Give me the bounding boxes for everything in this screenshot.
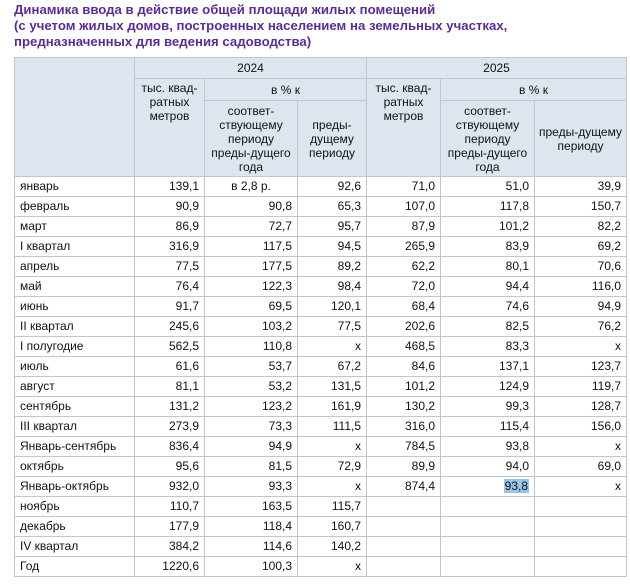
cell-c2: 94,9 bbox=[205, 437, 298, 457]
header-sq-meters-2024: тыс. квад-ратных метров bbox=[135, 79, 205, 177]
cell-c2: 93,3 bbox=[205, 477, 298, 497]
cell-c1: 384,2 bbox=[135, 537, 205, 557]
table-row bbox=[15, 437, 627, 457]
cell-c2: 122,3 bbox=[205, 277, 298, 297]
cell-c1: 110,7 bbox=[135, 497, 205, 517]
cell-c1: 1220,6 bbox=[135, 557, 205, 577]
cell-c3: 65,3 bbox=[298, 197, 367, 217]
cell-c6: х bbox=[535, 477, 627, 497]
cell-c4: 71,0 bbox=[367, 177, 441, 197]
row-label: ноябрь bbox=[15, 497, 135, 517]
cell-c6: х bbox=[535, 337, 627, 357]
cell-c2: 110,8 bbox=[205, 337, 298, 357]
cell-c4: 84,6 bbox=[367, 357, 441, 377]
cell-c2: 103,2 bbox=[205, 317, 298, 337]
cell-c4: 68,4 bbox=[367, 297, 441, 317]
cell-c6: 128,7 bbox=[535, 397, 627, 417]
cell-c5: 137,1 bbox=[441, 357, 535, 377]
cell-c1: 316,9 bbox=[135, 237, 205, 257]
table-row bbox=[15, 297, 627, 317]
cell-c5: 82,5 bbox=[441, 317, 535, 337]
cell-c1: 91,7 bbox=[135, 297, 205, 317]
cell-c2: 123,2 bbox=[205, 397, 298, 417]
cell-c2: 117,5 bbox=[205, 237, 298, 257]
header-prev-period-2025: преды-дущему периоду bbox=[535, 101, 627, 177]
table-row bbox=[15, 277, 627, 297]
table-row bbox=[15, 337, 627, 357]
cell-c6: 39,9 bbox=[535, 177, 627, 197]
cell-c1: 932,0 bbox=[135, 477, 205, 497]
cell-c4: 87,9 bbox=[367, 217, 441, 237]
header-year-2025: 2025 bbox=[367, 58, 627, 79]
cell-c1: 86,9 bbox=[135, 217, 205, 237]
cell-c4: 62,2 bbox=[367, 257, 441, 277]
cell-c6: 70,6 bbox=[535, 257, 627, 277]
cell-c1: 836,4 bbox=[135, 437, 205, 457]
cell-c6 bbox=[535, 557, 627, 577]
cell-c4 bbox=[367, 517, 441, 537]
table-row bbox=[15, 457, 627, 477]
title-line-3: предназначенных для ведения садоводства) bbox=[14, 34, 312, 49]
cell-c4: 784,5 bbox=[367, 437, 441, 457]
cell-c3: 111,5 bbox=[298, 417, 367, 437]
cell-c4: 468,5 bbox=[367, 337, 441, 357]
table-row bbox=[15, 417, 627, 437]
table-row bbox=[15, 517, 627, 537]
cell-c2: 163,5 bbox=[205, 497, 298, 517]
cell-c3: 120,1 bbox=[298, 297, 367, 317]
table-row bbox=[15, 317, 627, 337]
row-label: январь bbox=[15, 177, 135, 197]
cell-c3: 161,9 bbox=[298, 397, 367, 417]
cell-c4: 316,0 bbox=[367, 417, 441, 437]
highlighted-value[interactable]: 93,8 bbox=[504, 479, 528, 493]
cell-c1: 562,5 bbox=[135, 337, 205, 357]
cell-c2: 114,6 bbox=[205, 537, 298, 557]
title-line-2: (с учетом жилых домов, построенных населением на земельных участках, bbox=[14, 18, 508, 33]
row-label: Год bbox=[15, 557, 135, 577]
cell-c5: 115,4 bbox=[441, 417, 535, 437]
row-label: I квартал bbox=[15, 237, 135, 257]
cell-c1: 61,6 bbox=[135, 357, 205, 377]
cell-c3: 72,9 bbox=[298, 457, 367, 477]
housing-stats-table bbox=[14, 57, 627, 577]
table-row bbox=[15, 217, 627, 237]
cell-c1: 273,9 bbox=[135, 417, 205, 437]
cell-c5: 83,3 bbox=[441, 337, 535, 357]
table-row bbox=[15, 237, 627, 257]
cell-c1: 245,6 bbox=[135, 317, 205, 337]
row-label: апрель bbox=[15, 257, 135, 277]
report-title bbox=[14, 2, 624, 50]
cell-c3: 92,6 bbox=[298, 177, 367, 197]
cell-c4 bbox=[367, 557, 441, 577]
row-label: май bbox=[15, 277, 135, 297]
cell-c3: 115,7 bbox=[298, 497, 367, 517]
cell-c2: 177,5 bbox=[205, 257, 298, 277]
cell-c2: в 2,8 р. bbox=[205, 177, 298, 197]
cell-c5 bbox=[441, 497, 535, 517]
cell-c3: х bbox=[298, 557, 367, 577]
table-body bbox=[15, 177, 627, 577]
cell-c4 bbox=[367, 497, 441, 517]
cell-c6 bbox=[535, 497, 627, 517]
cell-c5 bbox=[441, 537, 535, 557]
cell-c5: 117,8 bbox=[441, 197, 535, 217]
header-period-blank bbox=[15, 58, 135, 177]
row-label: III квартал bbox=[15, 417, 135, 437]
cell-c5: 101,2 bbox=[441, 217, 535, 237]
header-same-period-2025: соответ-ствующему периоду преды-дущего года bbox=[441, 101, 535, 177]
cell-c1: 177,9 bbox=[135, 517, 205, 537]
cell-c3: 67,2 bbox=[298, 357, 367, 377]
table-row bbox=[15, 397, 627, 417]
cell-c3: 89,2 bbox=[298, 257, 367, 277]
table-row bbox=[15, 197, 627, 217]
cell-c4: 72,0 bbox=[367, 277, 441, 297]
cell-c5: 51,0 bbox=[441, 177, 535, 197]
cell-c2: 100,3 bbox=[205, 557, 298, 577]
cell-c4: 202,6 bbox=[367, 317, 441, 337]
cell-c5: 93,8 bbox=[441, 437, 535, 457]
table-row bbox=[15, 537, 627, 557]
cell-c1: 90,9 bbox=[135, 197, 205, 217]
cell-c2: 53,2 bbox=[205, 377, 298, 397]
table-row bbox=[15, 497, 627, 517]
cell-c3: х bbox=[298, 477, 367, 497]
row-label: Январь-октябрь bbox=[15, 477, 135, 497]
cell-c6: 156,0 bbox=[535, 417, 627, 437]
row-label: август bbox=[15, 377, 135, 397]
cell-c5: 124,9 bbox=[441, 377, 535, 397]
cell-c1: 131,2 bbox=[135, 397, 205, 417]
table-row bbox=[15, 477, 627, 497]
row-label: Январь-сентябрь bbox=[15, 437, 135, 457]
row-label: IV квартал bbox=[15, 537, 135, 557]
cell-c5: 74,6 bbox=[441, 297, 535, 317]
cell-c6: 69,2 bbox=[535, 237, 627, 257]
cell-c1: 76,4 bbox=[135, 277, 205, 297]
cell-c5 bbox=[441, 517, 535, 537]
cell-c4 bbox=[367, 537, 441, 557]
cell-c4: 874,4 bbox=[367, 477, 441, 497]
cell-c2: 118,4 bbox=[205, 517, 298, 537]
cell-c5: 94,4 bbox=[441, 277, 535, 297]
row-label: декабрь bbox=[15, 517, 135, 537]
header-same-period-2024: соответ-ствующему периоду преды-дущего года bbox=[205, 101, 298, 177]
header-year-2024: 2024 bbox=[135, 58, 367, 79]
cell-c6: 82,2 bbox=[535, 217, 627, 237]
cell-c6: х bbox=[535, 437, 627, 457]
header-pct-2024: в % к bbox=[205, 79, 367, 101]
cell-c6: 150,7 bbox=[535, 197, 627, 217]
table-row bbox=[15, 257, 627, 277]
cell-c1: 81,1 bbox=[135, 377, 205, 397]
cell-c2: 90,8 bbox=[205, 197, 298, 217]
table-row bbox=[15, 377, 627, 397]
cell-c5: 80,1 bbox=[441, 257, 535, 277]
table-row bbox=[15, 177, 627, 197]
row-label: сентябрь bbox=[15, 397, 135, 417]
title-line-1: Динамика ввода в действие общей площади жилых помещений bbox=[14, 2, 436, 17]
cell-c4: 101,2 bbox=[367, 377, 441, 397]
cell-c4: 107,0 bbox=[367, 197, 441, 217]
cell-c4: 265,9 bbox=[367, 237, 441, 257]
cell-c2: 72,7 bbox=[205, 217, 298, 237]
cell-c6: 69,0 bbox=[535, 457, 627, 477]
cell-c1: 139,1 bbox=[135, 177, 205, 197]
cell-c6: 119,7 bbox=[535, 377, 627, 397]
table-row bbox=[15, 357, 627, 377]
cell-c2: 81,5 bbox=[205, 457, 298, 477]
cell-c3: 98,4 bbox=[298, 277, 367, 297]
row-label: февраль bbox=[15, 197, 135, 217]
cell-c2: 73,3 bbox=[205, 417, 298, 437]
table-row bbox=[15, 557, 627, 577]
cell-c3: х bbox=[298, 437, 367, 457]
cell-c1: 77,5 bbox=[135, 257, 205, 277]
cell-c4: 130,2 bbox=[367, 397, 441, 417]
row-label: июнь bbox=[15, 297, 135, 317]
cell-c3: 131,5 bbox=[298, 377, 367, 397]
cell-c3: 160,7 bbox=[298, 517, 367, 537]
row-label: I полугодие bbox=[15, 337, 135, 357]
row-label: октябрь bbox=[15, 457, 135, 477]
cell-c2: 69,5 bbox=[205, 297, 298, 317]
header-prev-period-2024: преды-дущему периоду bbox=[298, 101, 367, 177]
cell-c3: 95,7 bbox=[298, 217, 367, 237]
cell-c1: 95,6 bbox=[135, 457, 205, 477]
cell-c3: 77,5 bbox=[298, 317, 367, 337]
cell-c3: х bbox=[298, 337, 367, 357]
cell-c6: 116,0 bbox=[535, 277, 627, 297]
row-label: II квартал bbox=[15, 317, 135, 337]
cell-c5 bbox=[441, 477, 535, 497]
cell-c4: 89,9 bbox=[367, 457, 441, 477]
cell-c3: 140,2 bbox=[298, 537, 367, 557]
cell-c6: 76,2 bbox=[535, 317, 627, 337]
cell-c6 bbox=[535, 517, 627, 537]
row-label: июль bbox=[15, 357, 135, 377]
cell-c6 bbox=[535, 537, 627, 557]
header-sq-meters-2025: тыс. квад-ратных метров bbox=[367, 79, 441, 177]
cell-c5: 94,0 bbox=[441, 457, 535, 477]
cell-c5: 99,3 bbox=[441, 397, 535, 417]
cell-c5 bbox=[441, 557, 535, 577]
header-pct-2025: в % к bbox=[441, 79, 627, 101]
cell-c3: 94,5 bbox=[298, 237, 367, 257]
cell-c6: 94,9 bbox=[535, 297, 627, 317]
cell-c2: 53,7 bbox=[205, 357, 298, 377]
cell-c5: 83,9 bbox=[441, 237, 535, 257]
row-label: март bbox=[15, 217, 135, 237]
cell-c6: 123,7 bbox=[535, 357, 627, 377]
